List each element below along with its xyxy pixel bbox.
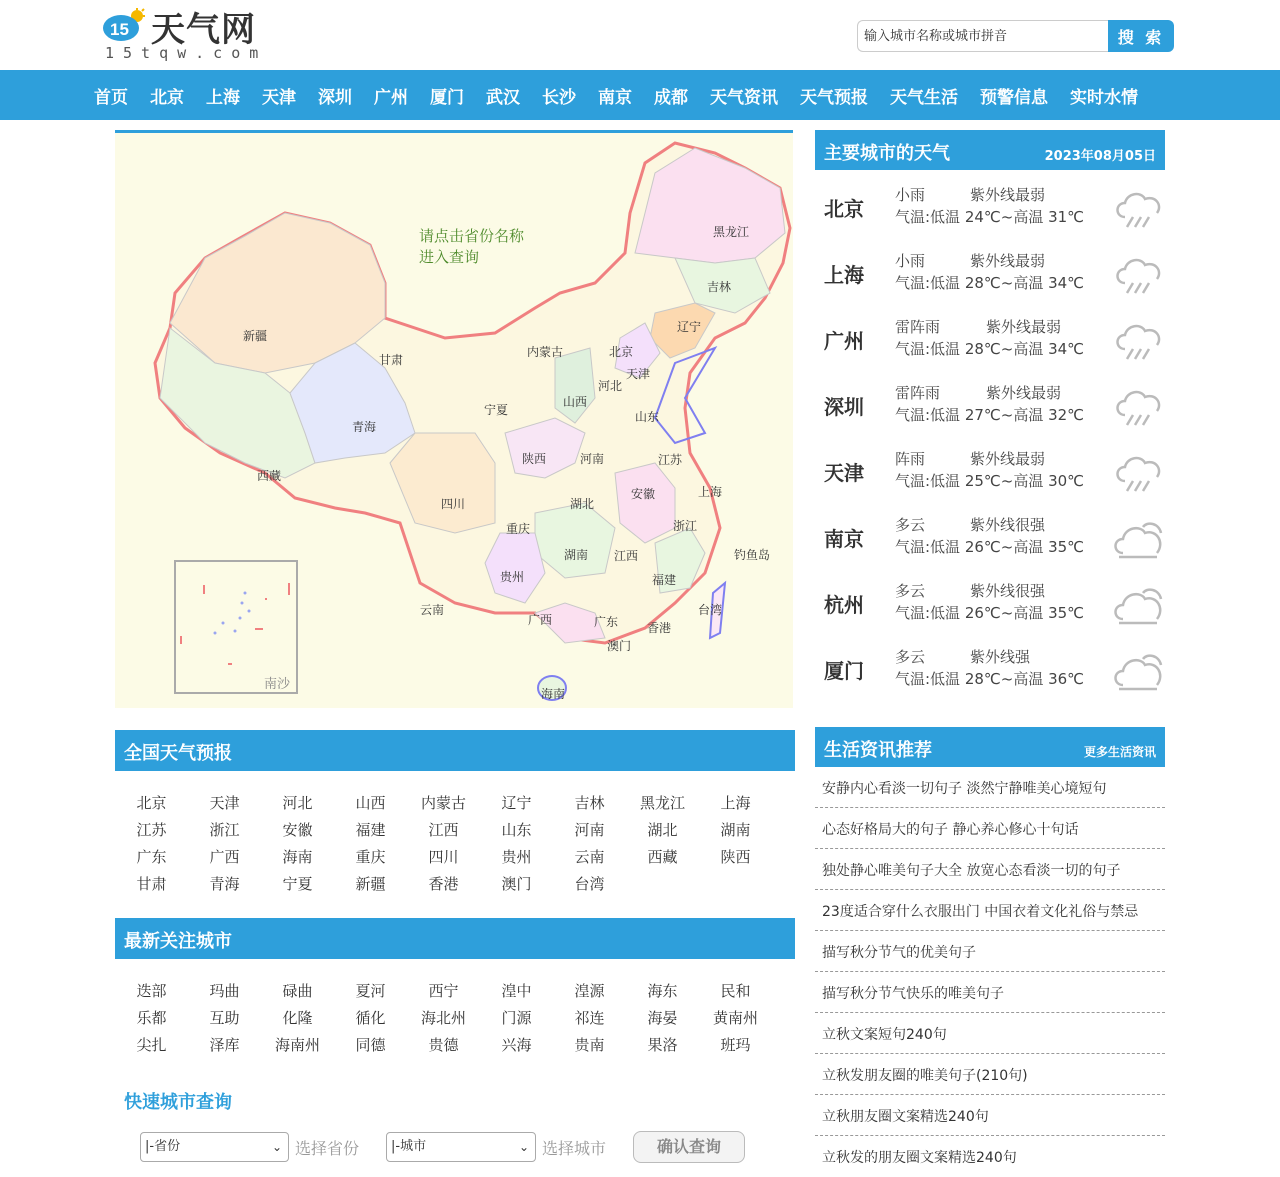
province-link[interactable]: 贵州 xyxy=(501,848,532,866)
life-news-item[interactable]: 23度适合穿什么衣服出门 中国衣着文化礼俗与禁忌 xyxy=(815,890,1165,931)
province-label[interactable]: 澳门 xyxy=(607,639,632,653)
nav-item[interactable]: 深圳 xyxy=(318,87,352,108)
city-link[interactable]: 湟中 xyxy=(501,982,532,1000)
weather-header xyxy=(815,130,1165,170)
life-news xyxy=(815,727,1165,1177)
map-hint-line2: 进入查询 xyxy=(419,248,480,266)
province-link[interactable]: 浙江 xyxy=(209,821,240,839)
weather-city[interactable]: 厦门 xyxy=(824,659,864,683)
nav-item[interactable]: 上海 xyxy=(206,87,240,108)
logo-mark-text: 15 xyxy=(110,20,129,39)
province-label[interactable]: 河北 xyxy=(598,379,623,393)
city-link[interactable]: 夏河 xyxy=(355,982,386,1000)
life-news-item[interactable]: 心态好格局大的句子 静心养心修心十句话 xyxy=(815,808,1165,849)
nav-item[interactable]: 厦门 xyxy=(430,87,464,108)
weather-temp: 气温:低温 24℃~高温 31℃ xyxy=(895,208,1085,226)
province-link[interactable]: 内蒙古 xyxy=(420,794,466,812)
province-label[interactable]: 浙江 xyxy=(673,519,698,533)
life-news-list xyxy=(815,767,1165,1177)
search-bar xyxy=(857,20,1174,52)
weather-condition: 多云 xyxy=(895,648,926,666)
life-news-item[interactable]: 描写秋分节气快乐的唯美句子 xyxy=(815,972,1165,1013)
weather-temp: 气温:低温 28℃~高温 34℃ xyxy=(895,340,1085,358)
quick-query-title: 快速城市查询 xyxy=(124,1092,232,1113)
province-link[interactable]: 江西 xyxy=(428,821,459,839)
province-link[interactable]: 香港 xyxy=(428,875,459,893)
province-label[interactable]: 黑龙江 xyxy=(713,225,750,239)
life-news-item[interactable]: 立秋朋友圈文案精选240句 xyxy=(815,1095,1165,1136)
rain-cloud-icon xyxy=(1113,187,1165,231)
province-label[interactable]: 江苏 xyxy=(658,453,683,467)
province-label[interactable]: 辽宁 xyxy=(677,320,702,334)
city-link[interactable]: 贵德 xyxy=(428,1036,459,1054)
weather-uv: 紫外线最弱 xyxy=(986,318,1062,336)
life-news-item[interactable]: 立秋发朋友圈的唯美句子(210句) xyxy=(815,1054,1165,1095)
province-link[interactable]: 安徽 xyxy=(282,821,313,839)
weather-row[interactable] xyxy=(815,444,1165,510)
site-logo[interactable] xyxy=(103,2,288,64)
province-label[interactable]: 香港 xyxy=(647,621,672,635)
weather-city[interactable]: 上海 xyxy=(824,263,864,287)
city-link[interactable]: 门源 xyxy=(501,1009,532,1027)
city-link[interactable]: 海北州 xyxy=(420,1009,466,1027)
rain-cloud-icon xyxy=(1113,319,1165,363)
province-link[interactable]: 广东 xyxy=(136,848,167,866)
more-life-link[interactable]: 更多生活资讯 xyxy=(1083,745,1156,759)
main-nav xyxy=(0,70,1280,120)
chevron-down-icon: ⌄ xyxy=(271,1140,282,1154)
weather-city[interactable]: 杭州 xyxy=(824,593,864,617)
city-link[interactable]: 循化 xyxy=(355,1009,386,1027)
city-link[interactable]: 湟源 xyxy=(574,982,605,1000)
weather-uv: 紫外线最弱 xyxy=(970,186,1046,204)
weather-uv: 紫外线最弱 xyxy=(986,384,1062,402)
province-link[interactable]: 上海 xyxy=(720,794,751,812)
weather-condition: 多云 xyxy=(895,516,926,534)
city-link[interactable]: 迭部 xyxy=(136,982,167,1000)
logo-subtext: 15tqw.com xyxy=(105,44,268,62)
province-label[interactable]: 湖北 xyxy=(570,497,595,511)
province-link[interactable]: 台湾 xyxy=(574,875,605,893)
city-select-value: |-城市 xyxy=(391,1139,427,1154)
province-label[interactable]: 新疆 xyxy=(243,329,268,343)
province-label[interactable]: 青海 xyxy=(352,420,377,434)
weather-row[interactable] xyxy=(815,246,1165,312)
province-label[interactable]: 海南 xyxy=(541,687,566,701)
province-link[interactable]: 重庆 xyxy=(355,848,386,866)
city-link[interactable]: 黄南州 xyxy=(712,1009,758,1027)
nav-item[interactable]: 天气资讯 xyxy=(710,87,778,108)
rain-cloud-icon xyxy=(1113,451,1165,495)
life-news-item[interactable]: 安静内心看淡一切句子 淡然宁静唯美心境短句 xyxy=(815,767,1165,808)
city-link[interactable]: 泽库 xyxy=(209,1036,240,1054)
province-link[interactable]: 河北 xyxy=(282,794,313,812)
province-link[interactable]: 河南 xyxy=(574,821,605,839)
province-link[interactable]: 甘肃 xyxy=(136,875,167,893)
province-label[interactable]: 江西 xyxy=(614,549,639,563)
province-link[interactable]: 新疆 xyxy=(355,875,386,893)
province-label[interactable]: 天津 xyxy=(626,367,651,381)
weather-temp: 气温:低温 28℃~高温 36℃ xyxy=(895,670,1085,688)
life-news-item[interactable]: 立秋发的朋友圈文案精选240句 xyxy=(822,1150,1017,1166)
weather-condition: 小雨 xyxy=(895,186,926,204)
province-label[interactable]: 广西 xyxy=(528,613,553,627)
nav-item[interactable]: 实时水情 xyxy=(1070,87,1138,108)
city-link[interactable]: 班玛 xyxy=(720,1036,751,1054)
weather-row[interactable] xyxy=(815,576,1165,642)
province-label[interactable]: 北京 xyxy=(609,345,634,359)
weather-temp: 气温:低温 25℃~高温 30℃ xyxy=(895,472,1085,490)
city-link[interactable]: 乐都 xyxy=(136,1009,167,1027)
latest-city-grid xyxy=(115,959,795,1059)
city-select[interactable] xyxy=(386,1132,536,1162)
province-link[interactable]: 黑龙江 xyxy=(639,794,685,812)
weather-city[interactable]: 广州 xyxy=(824,329,864,353)
province-link[interactable]: 海南 xyxy=(282,848,313,866)
city-link[interactable]: 碌曲 xyxy=(282,982,313,1000)
weather-condition: 多云 xyxy=(895,582,926,600)
rain-cloud-icon xyxy=(1113,385,1165,429)
province-link[interactable]: 山西 xyxy=(355,794,386,812)
province-label[interactable]: 广东 xyxy=(594,615,619,629)
nav-item[interactable]: 天气生活 xyxy=(890,87,958,108)
province-link[interactable]: 江苏 xyxy=(136,821,167,839)
cloud-icon xyxy=(1113,583,1165,627)
city-link[interactable]: 民和 xyxy=(720,982,751,1000)
province-link[interactable]: 天津 xyxy=(209,794,240,812)
cloud-icon xyxy=(1113,517,1165,561)
life-news-item[interactable]: 描写秋分节气的优美句子 xyxy=(815,931,1165,972)
nav-item[interactable]: 预警信息 xyxy=(980,87,1048,108)
province-label[interactable]: 贵州 xyxy=(500,570,525,584)
life-news-item[interactable]: 立秋文案短句240句 xyxy=(815,1013,1165,1054)
province-link[interactable]: 北京 xyxy=(136,794,167,812)
province-select[interactable] xyxy=(140,1132,289,1162)
nav-item[interactable]: 广州 xyxy=(374,87,408,108)
province-link[interactable]: 陕西 xyxy=(720,848,751,866)
weather-row[interactable] xyxy=(815,312,1165,378)
nav-item[interactable]: 长沙 xyxy=(542,87,576,108)
main-city-weather xyxy=(815,130,1165,708)
weather-row[interactable] xyxy=(815,642,1165,708)
logo-text: 天气网 xyxy=(151,10,256,50)
city-link[interactable]: 玛曲 xyxy=(209,982,240,1000)
weather-city[interactable]: 南京 xyxy=(824,527,864,551)
province-link[interactable]: 山东 xyxy=(501,821,532,839)
nav-item[interactable]: 武汉 xyxy=(486,87,520,108)
city-link[interactable]: 互助 xyxy=(209,1009,240,1027)
province-link[interactable]: 福建 xyxy=(355,821,386,839)
weather-temp: 气温:低温 28℃~高温 34℃ xyxy=(895,274,1085,292)
province-link[interactable]: 湖南 xyxy=(720,821,751,839)
weather-list xyxy=(815,170,1165,708)
weather-date: 2023年08月05日 xyxy=(1044,149,1156,164)
weather-city[interactable]: 深圳 xyxy=(824,395,864,419)
province-link[interactable]: 广西 xyxy=(209,848,240,866)
weather-uv: 紫外线很强 xyxy=(970,516,1046,534)
province-label[interactable]: 山西 xyxy=(563,395,588,409)
province-link[interactable]: 湖北 xyxy=(647,821,678,839)
province-label[interactable]: 河南 xyxy=(580,452,605,466)
search-input[interactable] xyxy=(857,20,1109,52)
weather-city[interactable]: 天津 xyxy=(824,461,864,485)
city-link[interactable]: 海南州 xyxy=(274,1036,320,1054)
province-link[interactable]: 宁夏 xyxy=(282,875,313,893)
nav-item[interactable]: 天气预报 xyxy=(800,87,868,108)
city-link[interactable]: 祁连 xyxy=(574,1009,605,1027)
search-button[interactable]: 搜 索 xyxy=(1108,20,1174,52)
province-link[interactable]: 辽宁 xyxy=(501,794,532,812)
province-label[interactable]: 安徽 xyxy=(631,487,656,501)
city-select-label: 选择城市 xyxy=(542,1139,607,1158)
province-label[interactable]: 宁夏 xyxy=(484,403,509,417)
province-select-value: |-省份 xyxy=(145,1139,181,1154)
province-link[interactable]: 云南 xyxy=(574,848,605,866)
logo-sun-cloud-icon xyxy=(103,8,145,42)
province-label[interactable]: 湖南 xyxy=(564,548,589,562)
province-grid xyxy=(115,771,795,898)
chevron-down-icon: ⌄ xyxy=(518,1140,529,1154)
province-select-label: 选择省份 xyxy=(295,1139,360,1158)
province-label[interactable]: 西藏 xyxy=(257,469,282,483)
city-link[interactable]: 海晏 xyxy=(647,1009,678,1027)
province-label[interactable]: 山东 xyxy=(635,410,660,424)
china-map xyxy=(115,130,793,708)
city-link[interactable]: 西宁 xyxy=(428,982,459,1000)
weather-city[interactable]: 北京 xyxy=(824,197,864,221)
map-hint xyxy=(419,226,524,268)
national-forecast xyxy=(115,730,795,898)
nav-item[interactable]: 成都 xyxy=(654,87,688,108)
cloud-icon xyxy=(1113,649,1165,693)
province-label[interactable]: 陕西 xyxy=(522,452,547,466)
province-link[interactable]: 西藏 xyxy=(647,848,678,866)
city-link[interactable]: 化隆 xyxy=(282,1009,313,1027)
weather-temp: 气温:低温 27℃~高温 32℃ xyxy=(895,406,1085,424)
weather-row[interactable] xyxy=(815,180,1165,246)
latest-title: 最新关注城市 xyxy=(115,918,795,959)
map-inset-label: 南沙 xyxy=(264,677,291,692)
province-label[interactable]: 吉林 xyxy=(707,280,732,294)
city-link[interactable]: 兴海 xyxy=(501,1036,532,1054)
nav-item[interactable]: 南京 xyxy=(598,87,632,108)
weather-condition: 阵雨 xyxy=(895,450,926,468)
map-hint-line1: 请点击省份名称 xyxy=(419,227,525,245)
weather-title: 主要城市的天气 xyxy=(824,143,950,164)
city-link[interactable]: 贵南 xyxy=(574,1036,605,1054)
weather-row[interactable] xyxy=(815,510,1165,576)
latest-cities xyxy=(115,918,795,1059)
city-link[interactable]: 同德 xyxy=(355,1036,386,1054)
nav-item[interactable]: 北京 xyxy=(150,87,184,108)
weather-condition: 雷阵雨 xyxy=(895,384,941,402)
city-link[interactable]: 果洛 xyxy=(647,1036,678,1054)
weather-condition: 雷阵雨 xyxy=(895,318,941,336)
province-link[interactable]: 吉林 xyxy=(574,794,605,812)
province-label[interactable]: 钓鱼岛 xyxy=(734,548,771,562)
province-link[interactable]: 四川 xyxy=(428,848,459,866)
weather-uv: 紫外线最弱 xyxy=(970,450,1046,468)
national-title: 全国天气预报 xyxy=(115,730,795,771)
life-title: 生活资讯推荐 xyxy=(824,740,932,761)
weather-temp: 气温:低温 26℃~高温 35℃ xyxy=(895,604,1085,622)
rain-cloud-icon xyxy=(1113,253,1165,297)
china-map-graphic xyxy=(115,133,793,708)
nav-item[interactable]: 首页 xyxy=(94,87,128,108)
weather-uv: 紫外线最弱 xyxy=(970,252,1046,270)
province-label[interactable]: 四川 xyxy=(441,497,466,511)
weather-uv: 紫外线强 xyxy=(970,648,1031,666)
weather-temp: 气温:低温 26℃~高温 35℃ xyxy=(895,538,1085,556)
province-label[interactable]: 福建 xyxy=(652,573,677,587)
city-link[interactable]: 海东 xyxy=(647,982,678,1000)
header xyxy=(0,0,1280,70)
province-label[interactable]: 台湾 xyxy=(698,603,723,617)
life-header xyxy=(815,727,1165,767)
province-label[interactable]: 云南 xyxy=(420,603,445,617)
nav-item[interactable]: 天津 xyxy=(262,87,296,108)
weather-condition: 小雨 xyxy=(895,252,926,270)
province-label[interactable]: 甘肃 xyxy=(379,353,404,367)
province-label[interactable]: 内蒙古 xyxy=(527,345,564,359)
weather-row[interactable] xyxy=(815,378,1165,444)
province-link[interactable]: 澳门 xyxy=(501,875,532,893)
province-label[interactable]: 重庆 xyxy=(506,522,531,536)
life-news-item[interactable]: 独处静心唯美句子大全 放宽心态看淡一切的句子 xyxy=(815,849,1165,890)
weather-uv: 紫外线很强 xyxy=(970,582,1046,600)
province-link[interactable]: 青海 xyxy=(209,875,240,893)
confirm-query-button[interactable]: 确认查询 xyxy=(633,1131,745,1163)
province-label[interactable]: 上海 xyxy=(698,485,723,499)
city-link[interactable]: 尖扎 xyxy=(136,1036,167,1054)
